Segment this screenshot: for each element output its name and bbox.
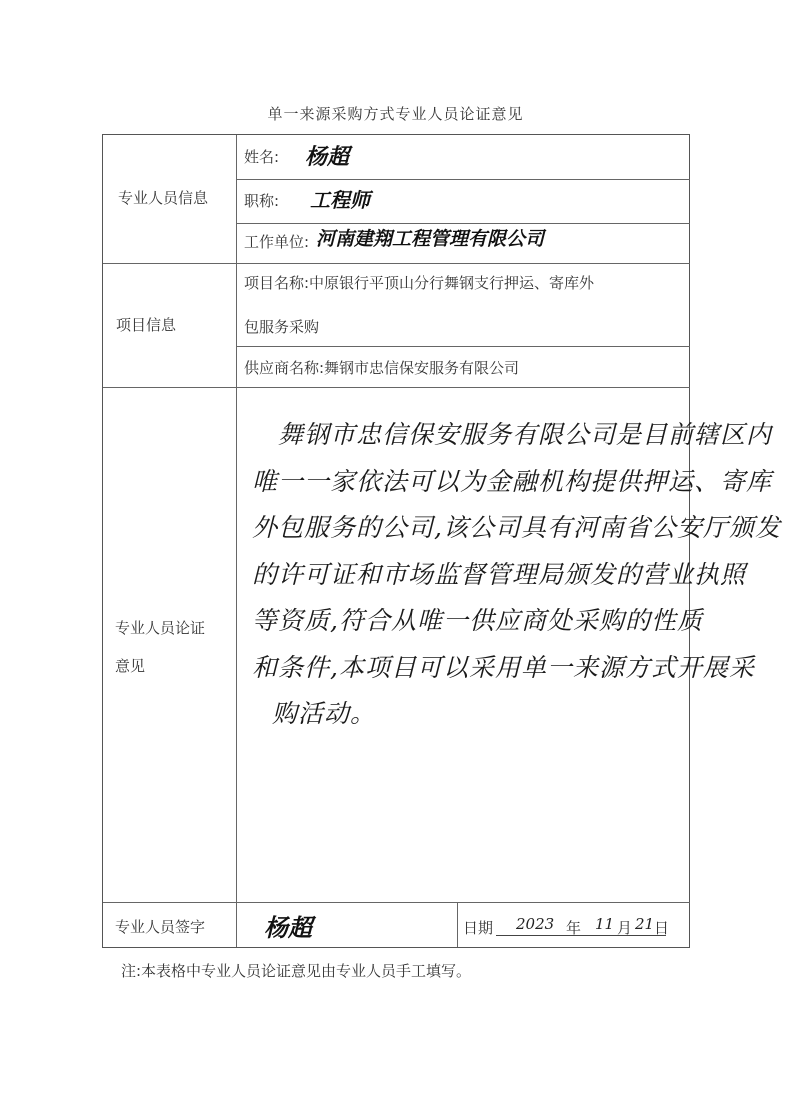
section-divider [103, 902, 690, 903]
supplier-name: 供应商名称:舞钢市忠信保安服务有限公司 [244, 359, 520, 377]
year-suffix: 年 [566, 919, 582, 937]
project-name-line1: 项目名称:中原银行平顶山分行舞钢支行押运、寄库外 [244, 274, 595, 292]
name-signature: 杨超 [305, 144, 350, 170]
unit-label: 工作单位: [244, 233, 310, 251]
project-info-header: 项目信息 [116, 316, 177, 334]
handwritten-line: 等资质,符合从唯一供应商处采购的性质 [252, 606, 703, 635]
unit-handwritten: 河南建翔工程管理有限公司 [316, 228, 545, 250]
handwritten-line: 外包服务的公司,该公司具有河南省公安厅颁发 [252, 513, 781, 542]
expert-info-header: 专业人员信息 [118, 189, 209, 207]
date-month: 11 [595, 915, 615, 933]
page-title: 单一来源采购方式专业人员论证意见 [267, 105, 524, 123]
date-year: 2023 [516, 915, 555, 933]
title-handwritten: 工程师 [310, 188, 370, 212]
handwritten-line: 和条件,本项目可以采用单一来源方式开展采 [252, 652, 755, 682]
opinion-header-line1: 专业人员论证 [115, 619, 206, 637]
footer-note: 注:本表格中专业人员论证意见由专业人员手工填写。 [121, 962, 472, 980]
day-suffix: 日 [654, 919, 670, 937]
title-label: 职称: [244, 192, 280, 210]
date-day: 21 [635, 915, 655, 933]
expert-signature: 杨超 [264, 913, 312, 942]
section-divider [103, 387, 690, 388]
name-label: 姓名: [244, 148, 280, 166]
row-divider [236, 179, 690, 180]
opinion-header-line2: 意见 [115, 657, 146, 675]
handwritten-line: 的许可证和市场监督管理局颁发的营业执照 [252, 559, 747, 589]
date-label: 日期 [463, 919, 494, 937]
column-divider [236, 135, 237, 947]
month-suffix: 月 [617, 919, 633, 937]
handwritten-line: 购活动。 [272, 699, 377, 728]
project-name-line2: 包服务采购 [244, 318, 320, 336]
section-divider [103, 263, 690, 264]
signature-header: 专业人员签字 [115, 918, 206, 936]
handwritten-line: 舞钢市忠信保安服务有限公司是目前辖区内 [278, 420, 773, 449]
column-divider [457, 902, 458, 947]
opinion-handwritten-text [252, 412, 781, 738]
row-divider [236, 346, 690, 347]
handwritten-line: 唯一一家依法可以为金融机构提供押运、寄库 [252, 466, 773, 496]
